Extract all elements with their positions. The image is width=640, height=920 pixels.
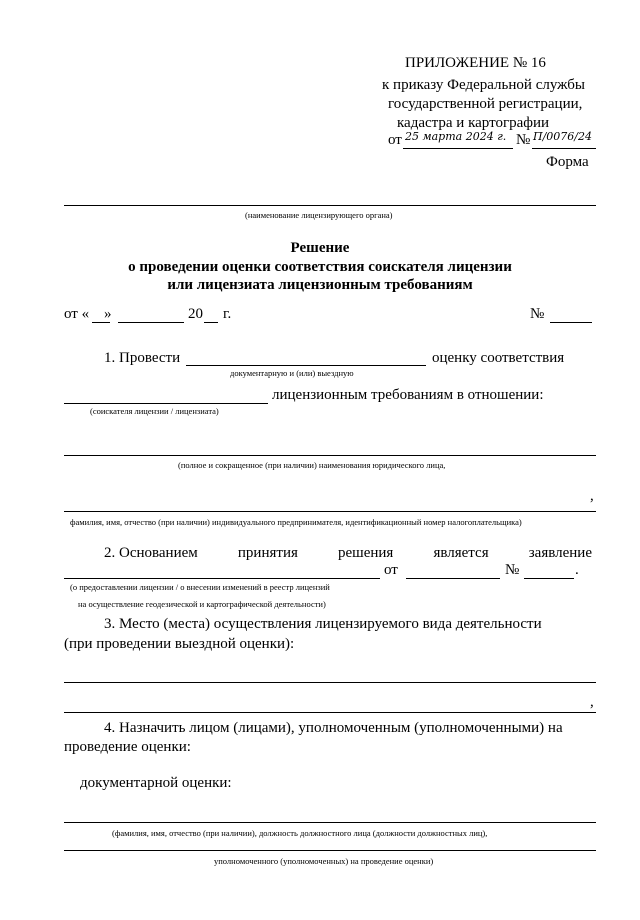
item1-prefix: 1. Провести bbox=[104, 350, 181, 366]
authorized-person-line-2[interactable] bbox=[64, 850, 596, 851]
year-prefix: 20 bbox=[188, 306, 203, 322]
annex-number-line bbox=[532, 148, 596, 149]
year-blank[interactable] bbox=[204, 322, 218, 323]
application-number-label: № bbox=[505, 562, 520, 578]
item1-comma: , bbox=[590, 488, 594, 504]
authorized-person-caption-1: (фамилия, имя, отчество (при наличии), должность должностного лица (должности должностных лиц), bbox=[112, 828, 488, 838]
entrepreneur-line[interactable] bbox=[64, 511, 596, 512]
annex-number-label: № bbox=[516, 132, 531, 148]
item1-line2-suffix: лицензионным требованиям в отношении: bbox=[272, 387, 544, 403]
entrepreneur-caption: фамилия, имя, отчество (при наличии) индивидуального предпринимателя, идентификационный номер налогоплательщика) bbox=[70, 517, 522, 527]
item2-text bbox=[104, 545, 592, 562]
form-label: Форма bbox=[546, 154, 589, 170]
item3-comma: , bbox=[590, 694, 594, 710]
org-name-line bbox=[64, 205, 596, 206]
assessment-type-blank[interactable] bbox=[186, 365, 426, 366]
item1-suffix: оценку соответствия bbox=[432, 350, 565, 366]
item2-word-1: 2. Основанием bbox=[104, 545, 198, 561]
application-number-blank[interactable] bbox=[524, 578, 574, 579]
annex-line-1: к приказу Федеральной службы bbox=[382, 77, 586, 93]
item2-word-5: заявление bbox=[528, 545, 592, 561]
item2-word-2: принятия bbox=[237, 545, 298, 561]
item4-text-1: 4. Назначить лицом (лицами), уполномоченным (уполномоченными) на bbox=[104, 720, 563, 736]
legal-entity-name-line[interactable] bbox=[64, 455, 596, 456]
application-date-blank[interactable] bbox=[406, 578, 500, 579]
authorized-person-line[interactable] bbox=[64, 822, 596, 823]
decision-number-label: № bbox=[530, 306, 545, 322]
item2-word-3: решения bbox=[338, 545, 394, 561]
item3-text-2: (при проведении выездной оценки): bbox=[64, 636, 295, 652]
date-from-label: от « bbox=[64, 306, 90, 322]
application-from-label: от bbox=[384, 562, 398, 578]
annex-line-2: государственной регистрации, bbox=[388, 96, 583, 112]
decision-title: Решение bbox=[290, 240, 350, 256]
item2-word-4: является bbox=[433, 545, 489, 561]
item4-text-2: проведение оценки: bbox=[64, 739, 191, 755]
authorized-person-caption-2: уполномоченного (уполномоченных) на проведение оценки) bbox=[214, 856, 434, 866]
activity-place-line-2[interactable] bbox=[64, 712, 596, 713]
application-caption-2: на осуществление геодезической и картографической деятельности) bbox=[78, 599, 326, 609]
date-close-quote: » bbox=[104, 306, 112, 322]
application-caption-1: (о предоставлении лицензии / о внесении изменений в реестр лицензий bbox=[70, 582, 330, 592]
annex-date-handwritten: 25 марта 2024 г. bbox=[405, 130, 507, 143]
assessment-type-caption: документарную и (или) выездную bbox=[230, 368, 354, 378]
item3-text-1: 3. Место (места) осуществления лицензируемого вида деятельности bbox=[104, 616, 542, 632]
activity-place-line-1[interactable] bbox=[64, 682, 596, 683]
annex-from-label: от bbox=[388, 132, 402, 148]
annex-title: ПРИЛОЖЕНИЕ № 16 bbox=[405, 55, 546, 71]
subject-type-caption: (соискателя лицензии / лицензиата) bbox=[90, 406, 219, 416]
decision-subtitle-1: о проведении оценки соответствия соискателя лицензии bbox=[128, 259, 512, 275]
decision-subtitle-2: или лицензиата лицензионным требованиям bbox=[167, 277, 473, 293]
year-suffix: г. bbox=[223, 306, 232, 322]
decision-number-blank[interactable] bbox=[550, 322, 592, 323]
month-blank[interactable] bbox=[118, 322, 184, 323]
documentary-assessment-label: документарной оценки: bbox=[80, 775, 232, 791]
legal-entity-name-caption: (полное и сокращенное (при наличии) наименования юридического лица, bbox=[178, 460, 446, 470]
annex-date-line bbox=[403, 148, 513, 149]
annex-line-3: кадастра и картографии bbox=[397, 115, 550, 131]
annex-number-handwritten: П/0076/24 bbox=[533, 130, 592, 143]
org-name-caption: (наименование лицензирующего органа) bbox=[245, 210, 393, 220]
subject-type-blank[interactable] bbox=[64, 403, 268, 404]
application-type-blank[interactable] bbox=[64, 578, 380, 579]
